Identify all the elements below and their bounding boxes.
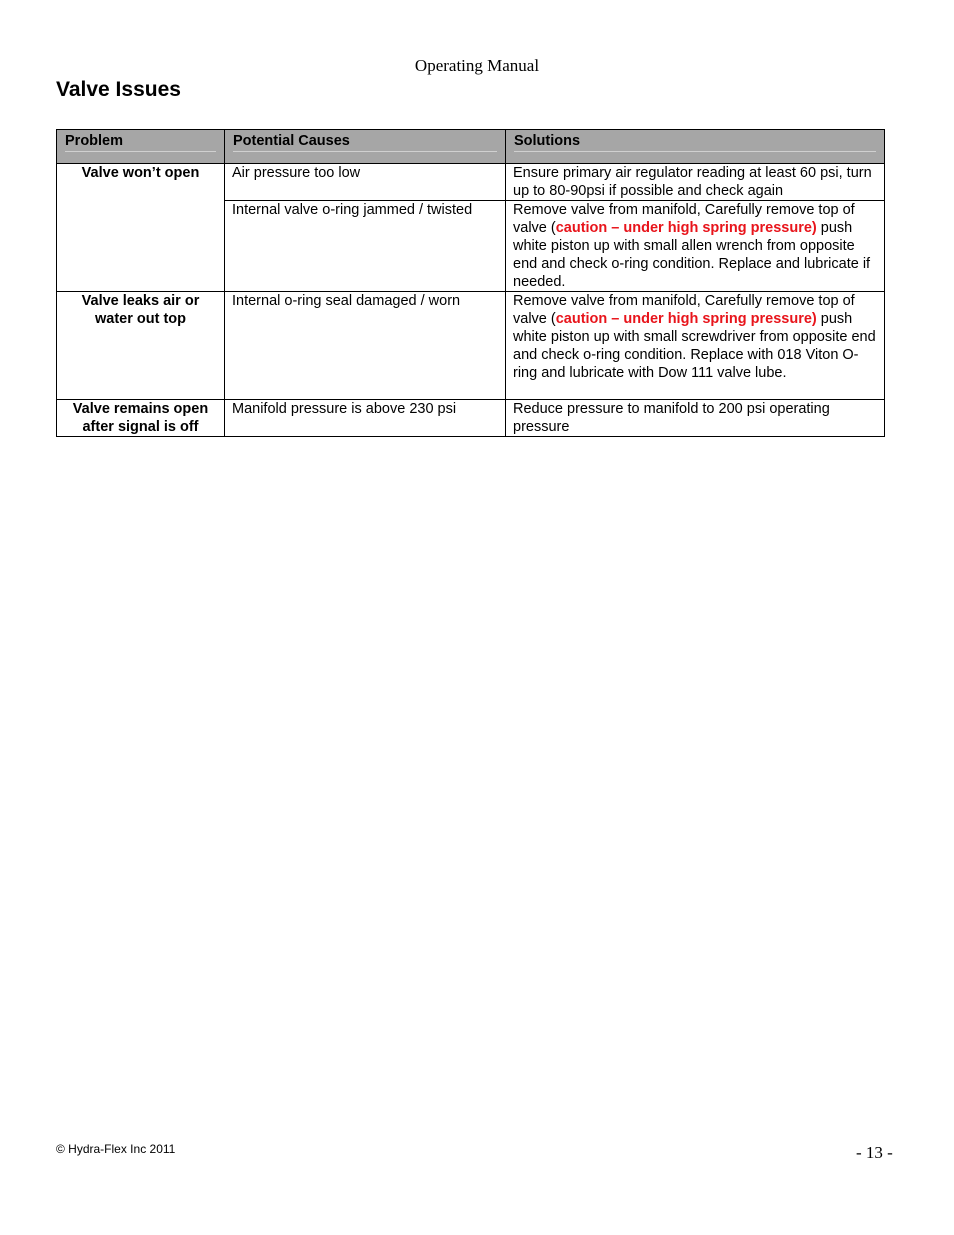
problem-cell: Valve remains open after signal is off	[57, 400, 225, 437]
table-row	[57, 400, 885, 437]
column-header-causes: Potential Causes	[225, 130, 506, 164]
table-header-row	[57, 130, 885, 164]
cause-cell: Air pressure too low	[225, 164, 506, 201]
caution-text: caution – under high spring pressure)	[555, 311, 817, 327]
solution-cell: Reduce pressure to manifold to 200 psi operating pressure	[506, 400, 885, 437]
solution-cell: Ensure primary air regulator reading at least 60 psi, turn up to 80-90psi if possible and check again	[506, 164, 885, 201]
column-header-solutions: Solutions	[506, 130, 885, 164]
copyright-notice: © Hydra-Flex Inc 2011	[56, 1142, 176, 1156]
table-row	[57, 292, 885, 400]
section-title: Valve Issues	[56, 78, 181, 101]
running-header: Operating Manual	[414, 56, 540, 75]
cause-cell: Manifold pressure is above 230 psi	[225, 400, 506, 437]
solution-cell: Remove valve from manifold, Carefully remove top of valve (caution – under high spring pressure) push white piston up with small screwdriver from opposite end and check o-ring condition. Replace with 018 Viton O-ring and lubricate with Dow 111 valve lube.	[506, 292, 885, 400]
page-number: - 13 -	[856, 1143, 893, 1162]
cause-cell: Internal valve o-ring jammed / twisted	[225, 201, 506, 292]
column-header-problem: Problem	[57, 130, 225, 164]
caution-text: caution – under high spring pressure)	[555, 220, 817, 236]
table-row	[57, 164, 885, 201]
valve-issues-table	[56, 129, 885, 437]
problem-cell: Valve won’t open	[57, 164, 225, 292]
solution-cell: Remove valve from manifold, Carefully remove top of valve (caution – under high spring pressure) push white piston up with small allen wrench from opposite end and check o-ring condition. Replace and lubricate if needed.	[506, 201, 885, 292]
problem-cell: Valve leaks air or water out top	[57, 292, 225, 400]
cause-cell: Internal o-ring seal damaged / worn	[225, 292, 506, 400]
